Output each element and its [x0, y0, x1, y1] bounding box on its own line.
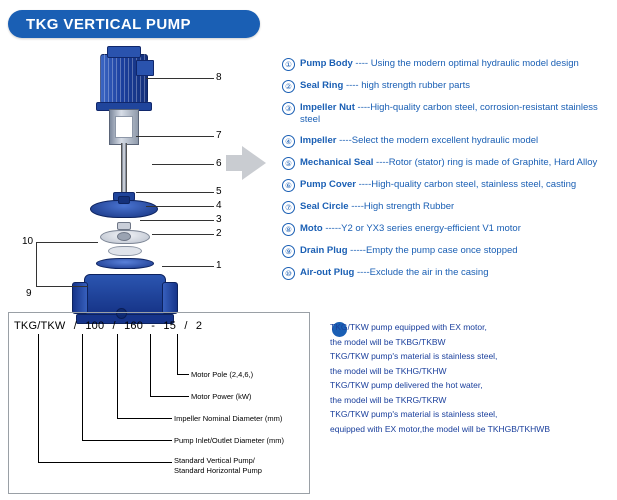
note-line-6: the model will be TKRG/TKRW	[330, 394, 447, 405]
legend-number-7: ⑦	[282, 201, 295, 214]
legend-item	[282, 135, 612, 148]
legend-number-2: ②	[282, 80, 295, 93]
model-line-pole	[177, 334, 178, 374]
leader-line-9	[36, 286, 88, 287]
legend-number-3: ③	[282, 102, 295, 115]
legend-number-1: ①	[282, 58, 295, 71]
callout-number-4: 4	[216, 200, 222, 211]
callout-number-6: 6	[216, 158, 222, 169]
seal-circle-shape	[108, 246, 142, 256]
note-line-1: TKG/TKW pump equipped with EX motor,	[330, 322, 487, 332]
legend-desc-3: ----High-quality carbon steel, corrosion-resistant stainless steel	[300, 102, 598, 125]
model-variant-notes	[330, 320, 610, 436]
callout-number-3: 3	[216, 214, 222, 225]
legend-desc-8: -----Y2 or YX3 series energy-efficient V1 motor	[325, 223, 521, 234]
legend-number-5: ⑤	[282, 157, 295, 170]
impeller-hub-shape	[117, 232, 131, 241]
legend-term-3: Impeller Nut	[300, 102, 355, 113]
leader-line-10	[36, 242, 98, 243]
legend-desc-6: ----High-quality carbon steel, stainless steel, casting	[358, 179, 577, 190]
legend-number-6: ⑥	[282, 179, 295, 192]
callout-number-5: 5	[216, 186, 222, 197]
legend-term-7: Seal Circle	[300, 201, 349, 212]
arrow-right-icon	[242, 146, 266, 180]
seal-ring-gasket-shape	[96, 258, 154, 269]
model-tick-inlet	[82, 440, 172, 441]
callout-number-9: 9	[26, 288, 32, 299]
legend-term-9: Drain Plug	[300, 245, 348, 256]
leader-line-5	[136, 192, 214, 193]
legend-desc-2: ---- high strength rubber parts	[345, 80, 471, 91]
model-sep-4: /	[184, 320, 188, 332]
legend-item	[282, 179, 612, 192]
legend-term-10: Air-out Plug	[300, 267, 355, 278]
note-line-2: the model will be TKBG/TKBW	[330, 336, 446, 347]
legend-desc-7: ----High strength Rubber	[351, 201, 455, 212]
leader-line-1	[162, 266, 214, 267]
model-field-pole: 2	[195, 320, 203, 332]
model-prefix: TKG/TKW	[14, 320, 66, 332]
model-label-standard-horizontal: Standard Horizontal Pump	[174, 466, 262, 475]
page-title-banner	[8, 10, 260, 38]
impeller-nut-shape	[117, 222, 131, 230]
legend-item	[282, 267, 612, 280]
legend-item	[282, 223, 612, 236]
model-label-inlet: Pump Inlet/Outlet Diameter (mm)	[174, 436, 285, 445]
leader-line-8	[146, 78, 214, 79]
legend-number-9: ⑨	[282, 245, 295, 258]
page-title: TKG VERTICAL PUMP	[26, 15, 191, 33]
legend-desc-1: ---- Using the modern optimal hydraulic model design	[355, 58, 579, 69]
outlet-flange-shape	[162, 282, 178, 314]
model-field-power: 100	[85, 320, 105, 332]
model-line-standard	[38, 334, 39, 462]
pump-cover-nut-shape	[118, 196, 130, 204]
legend-term-2: Seal Ring	[300, 80, 344, 91]
note-line-8: equipped with EX motor,the model will be TKHGB/TKHWB	[330, 423, 550, 434]
leader-line-2	[152, 234, 214, 235]
model-field-impeller: 15	[163, 320, 177, 332]
motor-top-shape	[107, 46, 141, 58]
legend-desc-5: ----Rotor (stator) ring is made of Graphite, Hard Alloy	[376, 157, 598, 168]
pump-exploded-diagram	[12, 46, 242, 306]
model-label-power: Motor Power (kW)	[191, 392, 252, 401]
leader-line-7	[136, 136, 214, 137]
model-label-impeller: Impeller Nominal Diameter (mm)	[174, 414, 283, 423]
legend-desc-10: ----Exclude the air in the casing	[357, 267, 489, 278]
model-label-standard-vertical: Standard Vertical Pump/	[174, 456, 255, 465]
model-tick-standard	[38, 462, 172, 463]
legend-term-8: Moto	[300, 223, 323, 234]
model-tick-impeller	[117, 418, 172, 419]
model-sep-2: /	[112, 320, 116, 332]
note-line-7: TKG/TKW pump's material is stainless steel,	[330, 409, 498, 419]
lantern-window-shape	[115, 116, 133, 138]
model-line-power	[150, 334, 151, 396]
legend-number-8: ⑧	[282, 223, 295, 236]
model-field-diameter: 160	[124, 320, 144, 332]
component-legend-list	[282, 58, 612, 289]
shaft-shape	[121, 143, 127, 195]
legend-item	[282, 80, 612, 93]
legend-item	[282, 201, 612, 214]
leader-line-6	[152, 164, 214, 165]
legend-term-4: Impeller	[300, 135, 337, 146]
motor-terminal-box-shape	[136, 60, 154, 76]
legend-term-6: Pump Cover	[300, 179, 356, 190]
note-line-3: TKG/TKW pump's material is stainless steel,	[330, 351, 498, 361]
callout-number-2: 2	[216, 228, 222, 239]
legend-item	[282, 157, 612, 170]
model-sep-1: /	[73, 320, 78, 332]
callout-number-7: 7	[216, 130, 222, 141]
legend-item	[282, 245, 612, 258]
model-line-impeller	[117, 334, 118, 418]
legend-item	[282, 102, 612, 126]
legend-desc-4: ----Select the modern excellent hydraulic model	[339, 135, 539, 146]
model-tick-power	[150, 396, 189, 397]
leader-line-9-vertical	[36, 242, 37, 286]
legend-desc-9: -----Empty the pump case once stopped	[350, 245, 518, 256]
legend-number-10: ⑩	[282, 267, 295, 280]
legend-item	[282, 58, 612, 71]
callout-number-10: 10	[22, 236, 34, 247]
callout-number-8: 8	[216, 72, 222, 83]
note-line-4: the model will be TKHG/TKHW	[330, 365, 447, 376]
model-code-string	[14, 320, 202, 332]
legend-number-4: ④	[282, 135, 295, 148]
legend-term-5: Mechanical Seal	[300, 157, 374, 168]
leader-line-3	[140, 220, 214, 221]
model-sep-3: -	[151, 320, 156, 332]
callout-number-1: 1	[216, 260, 222, 271]
model-label-pole: Motor Pole (2,4,6,)	[191, 370, 254, 379]
model-tick-pole	[177, 374, 189, 375]
note-line-5: TKG/TKW pump delivered the hot water,	[330, 380, 483, 390]
leader-line-4	[146, 206, 214, 207]
legend-term-1: Pump Body	[300, 58, 353, 69]
model-line-inlet	[82, 334, 83, 440]
model-code-panel	[8, 312, 310, 494]
